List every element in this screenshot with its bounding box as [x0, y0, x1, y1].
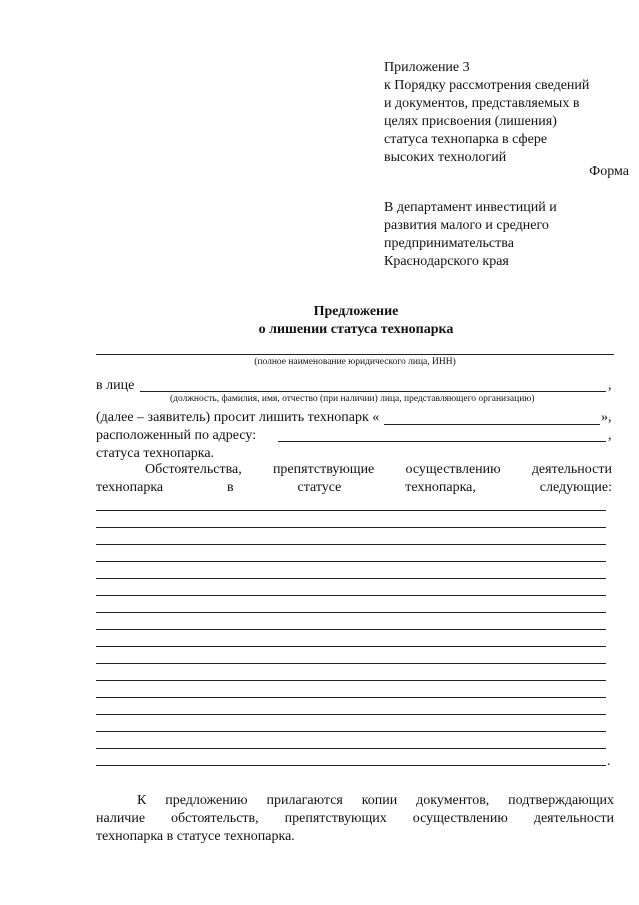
address-label: расположенный по адресу:	[96, 428, 257, 443]
quote-close: »,	[601, 410, 612, 425]
circumstance-line[interactable]	[96, 714, 606, 715]
comma: ,	[608, 428, 612, 443]
word: препятствующие	[272, 462, 375, 477]
circumstance-line[interactable]	[96, 544, 606, 545]
org-name-field[interactable]	[96, 354, 614, 355]
word: копии	[361, 793, 398, 808]
word: осуществлению	[405, 462, 501, 477]
addressee-line: Краснодарского края	[384, 254, 509, 269]
circumstance-line[interactable]	[96, 595, 606, 596]
representative-caption: (должность, фамилия, имя, отчество (при наличии) лица, представляющего организацию)	[170, 394, 535, 404]
footer-line-1	[137, 793, 614, 809]
word: осуществлению	[412, 811, 508, 826]
appendix-line: к Порядку рассмотрения сведений	[384, 78, 590, 93]
technopark-name-field[interactable]	[384, 424, 600, 425]
circumstances-line-2	[96, 480, 612, 496]
word: Обстоятельства,	[145, 462, 242, 477]
footer-line-2	[96, 811, 614, 827]
circumstance-line[interactable]	[96, 697, 606, 698]
appendix-line: и документов, представляемых в	[384, 96, 580, 111]
addressee-line: предпринимательства	[384, 236, 514, 251]
circumstance-line[interactable]	[96, 680, 606, 681]
footer-line-3: технопарка в статусе технопарка.	[96, 829, 295, 844]
word: в	[227, 480, 234, 495]
appendix-line: целях присвоения (лишения)	[384, 114, 557, 129]
appendix-line: статуса технопарка в сфере	[384, 132, 548, 147]
status-line: статуса технопарка.	[96, 446, 215, 461]
word: подтверждающих	[508, 793, 614, 808]
word: деятельности	[533, 811, 614, 826]
appendix-title: Приложение 3	[384, 60, 470, 75]
word: статусе	[297, 480, 342, 495]
comma: ,	[608, 378, 612, 393]
circumstances-line-1	[145, 462, 612, 478]
word: документов,	[416, 793, 490, 808]
word: следующие:	[539, 480, 612, 495]
circumstance-line[interactable]	[96, 646, 606, 647]
doc-subtitle: о лишении статуса технопарка	[258, 322, 454, 337]
circumstance-line[interactable]	[96, 748, 606, 749]
form-label: Форма	[589, 164, 629, 179]
circumstance-line[interactable]	[96, 612, 606, 613]
circumstance-line[interactable]	[96, 629, 606, 630]
applicant-text: (далее – заявитель) просит лишить технопарк «	[96, 410, 380, 425]
word: технопарка,	[405, 480, 476, 495]
circumstance-line[interactable]	[96, 510, 606, 511]
word: технопарка	[96, 480, 164, 495]
word: К	[137, 793, 147, 808]
in-person-label: в лице	[96, 378, 135, 393]
word: препятствующих	[284, 811, 387, 826]
org-name-caption: (полное наименование юридического лица, ИНН)	[254, 357, 456, 367]
address-field[interactable]	[278, 441, 606, 442]
circumstance-line[interactable]	[96, 663, 606, 664]
word: обстоятельств,	[171, 811, 259, 826]
doc-title: Предложение	[313, 304, 399, 319]
representative-field[interactable]	[140, 391, 606, 392]
word: наличие	[96, 811, 146, 826]
addressee-line: развития малого и среднего	[384, 218, 549, 233]
appendix-line: высоких технологий	[384, 150, 507, 165]
circumstance-line[interactable]	[96, 731, 606, 732]
addressee-line: В департамент инвестиций и	[384, 200, 557, 215]
circumstance-line[interactable]	[96, 578, 606, 579]
circumstance-line[interactable]	[96, 561, 606, 562]
end-dot: .	[607, 754, 611, 769]
word: предложению	[165, 793, 248, 808]
word: деятельности	[531, 462, 612, 477]
circumstance-line[interactable]	[96, 527, 606, 528]
word: прилагаются	[266, 793, 343, 808]
circumstance-line[interactable]	[96, 765, 606, 766]
